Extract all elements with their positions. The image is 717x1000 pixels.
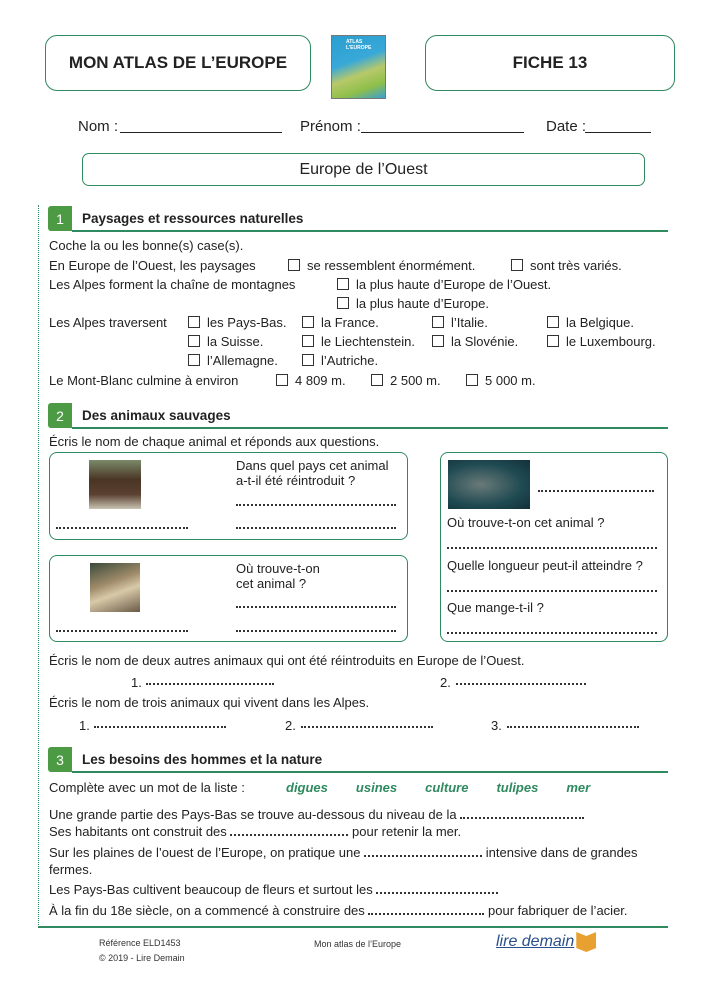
option[interactable] (288, 258, 475, 273)
option-label: l’Autriche. (321, 353, 379, 368)
answer-line[interactable] (236, 519, 396, 529)
option[interactable] (432, 315, 488, 330)
page-title: Europe de l’Ouest (299, 160, 428, 178)
instruction: Complète avec un mot de la liste : (49, 780, 245, 795)
checkbox[interactable] (337, 297, 349, 309)
answer-line[interactable] (301, 718, 433, 728)
option-label: 4 809 m. (295, 373, 346, 388)
checkbox[interactable] (337, 278, 349, 290)
prenom-field[interactable] (361, 118, 524, 133)
sentence-text: pour retenir la mer. (352, 824, 462, 839)
nom-label: Nom : (78, 118, 119, 135)
checkbox[interactable] (302, 316, 314, 328)
atlas-title: MON ATLAS DE L’EUROPE (68, 53, 288, 72)
option-label: la plus haute d’Europe de l’Ouest. (356, 277, 552, 292)
checkbox[interactable] (288, 259, 300, 271)
sentence (49, 845, 638, 860)
word: digues (286, 780, 328, 795)
question-text: Écris le nom de trois animaux qui vivent dans les Alpes. (49, 695, 370, 710)
checkbox[interactable] (188, 354, 200, 366)
option-label: la plus haute d’Europe. (356, 296, 489, 311)
date-field[interactable] (585, 118, 651, 133)
word: culture (425, 780, 469, 795)
option-label: les Pays-Bas. (207, 315, 287, 330)
sentence (49, 903, 628, 918)
sentence-text: Sur les plaines de l’ouest de l’Europe, on pratique une (49, 845, 361, 860)
sentence-text: fermes. (49, 862, 93, 877)
word-list (286, 780, 618, 795)
option-label: 2 500 m. (390, 373, 441, 388)
option-label: la Belgique. (566, 315, 634, 330)
sentence (49, 824, 461, 839)
instruction: Coche la ou les bonne(s) case(s). (49, 238, 244, 253)
checkbox[interactable] (432, 335, 444, 347)
option-label: la France. (321, 315, 379, 330)
basking-shark-image (448, 460, 530, 509)
checkbox[interactable] (547, 316, 559, 328)
option[interactable] (337, 277, 551, 292)
checkbox[interactable] (466, 374, 478, 386)
checkbox[interactable] (432, 316, 444, 328)
prenom-label: Prénom : (300, 118, 361, 135)
word: tulipes (496, 780, 539, 795)
answer-line[interactable] (447, 539, 657, 549)
atlas-cover-image (331, 35, 386, 99)
answer-number: 2. (285, 718, 296, 733)
checkbox[interactable] (276, 374, 288, 386)
blank[interactable] (368, 905, 484, 915)
sentence-text: À la fin du 18e siècle, on a commencé à construire des (49, 903, 365, 918)
cover-text: ATLAS L’EUROPE (346, 39, 372, 51)
date-label: Date : (546, 118, 587, 135)
option-label: l’Allemagne. (207, 353, 278, 368)
section-divider (72, 230, 668, 232)
option-label: la Suisse. (207, 334, 264, 349)
blank[interactable] (364, 847, 482, 857)
option-label: 5 000 m. (485, 373, 536, 388)
checkbox[interactable] (302, 335, 314, 347)
option[interactable] (466, 373, 536, 388)
question-text: Les Alpes traversent (49, 315, 167, 330)
word: mer (566, 780, 591, 795)
page-title-box (82, 153, 645, 186)
question-text: Écris le nom de deux autres animaux qui ont été réintroduits en Europe de l’Ouest. (49, 653, 525, 668)
option[interactable] (337, 296, 489, 311)
answer-number: 3. (491, 718, 502, 733)
section-title: Des animaux sauvages (82, 408, 231, 423)
section-number: 3 (48, 747, 72, 772)
answer-line[interactable] (236, 598, 396, 608)
sentence (49, 882, 498, 897)
sentence-text: intensive dans de grandes (485, 845, 638, 860)
question-text: Quelle longueur peut-il atteindre ? (447, 558, 643, 573)
blank[interactable] (230, 826, 348, 836)
answer-line[interactable] (447, 624, 657, 634)
checkbox[interactable] (511, 259, 523, 271)
blank[interactable] (460, 809, 584, 819)
section-divider (72, 771, 668, 773)
option[interactable] (276, 373, 346, 388)
sheet-number: FICHE 13 (512, 53, 588, 72)
option[interactable] (302, 353, 378, 368)
option-label: la Slovénie. (451, 334, 519, 349)
option[interactable] (432, 334, 518, 349)
section-number: 1 (48, 206, 72, 231)
sentence-text: Une grande partie des Pays-Bas se trouve au-dessous du niveau de la (49, 807, 457, 822)
option-label: l’Italie. (451, 315, 488, 330)
question-text: cet animal ? (236, 576, 307, 591)
answer-line[interactable] (456, 675, 586, 685)
answer-line[interactable] (146, 675, 274, 685)
reference: Référence ELD1453 (99, 938, 181, 948)
checkbox[interactable] (188, 316, 200, 328)
bison-image (89, 460, 141, 509)
sentence-text: Les Pays-Bas cultivent beaucoup de fleurs et surtout les (49, 882, 373, 897)
option[interactable] (302, 315, 379, 330)
checkbox[interactable] (371, 374, 383, 386)
blank[interactable] (376, 884, 498, 894)
sentence (49, 807, 584, 822)
animal-name-line[interactable] (538, 482, 654, 492)
question-text: Les Alpes forment la chaîne de montagnes (49, 277, 296, 292)
atlas-title-box (45, 35, 311, 91)
option[interactable] (188, 315, 286, 330)
option-label: sont très variés. (530, 258, 622, 273)
question-text: Le Mont-Blanc culmine à environ (49, 373, 239, 388)
question-text: Dans quel pays cet animal (236, 458, 389, 473)
checkbox[interactable] (547, 335, 559, 347)
answer-line[interactable] (94, 718, 226, 728)
option-label: le Luxembourg. (566, 334, 656, 349)
logo-text: lire demain (496, 933, 575, 950)
answer-number: 2. (440, 675, 451, 690)
option[interactable] (188, 353, 278, 368)
section-title: Les besoins des hommes et la nature (82, 752, 323, 767)
checkbox[interactable] (188, 335, 200, 347)
option-label: se ressemblent énormément. (307, 258, 476, 273)
question-text: En Europe de l’Ouest, les paysages (49, 258, 256, 273)
answer-number: 1. (79, 718, 90, 733)
copyright: © 2019 - Lire Demain (99, 953, 185, 963)
answer-line[interactable] (447, 582, 657, 592)
sheet-number-box (425, 35, 675, 91)
section-divider (72, 427, 668, 429)
footer-divider (38, 926, 668, 928)
section-number: 2 (48, 403, 72, 428)
question-text: Où trouve-t-on (236, 561, 320, 576)
option[interactable] (511, 258, 622, 273)
answer-line[interactable] (236, 496, 396, 506)
option[interactable] (371, 373, 441, 388)
question-text: Où trouve-t-on cet animal ? (447, 515, 605, 530)
answer-line[interactable] (236, 622, 396, 632)
question-text: a-t-il été réintroduit ? (236, 473, 356, 488)
margin-line (38, 205, 39, 927)
option[interactable] (547, 334, 656, 349)
book-title: Mon atlas de l’Europe (314, 939, 402, 949)
book-icon (576, 932, 596, 952)
option[interactable] (547, 315, 634, 330)
option-label: le Liechtenstein. (321, 334, 415, 349)
sentence-text: pour fabriquer de l’acier. (488, 903, 628, 918)
word: usines (355, 780, 398, 795)
animal-name-line[interactable] (56, 519, 188, 529)
instruction: Écris le nom de chaque animal et réponds aux questions. (49, 434, 380, 449)
answer-line[interactable] (507, 718, 639, 728)
animal-name-line[interactable] (56, 622, 188, 632)
sentence-text: Ses habitants ont construit des (49, 824, 227, 839)
lynx-image (90, 563, 140, 612)
question-text: Que mange-t-il ? (447, 600, 544, 615)
checkbox[interactable] (302, 354, 314, 366)
option[interactable] (188, 334, 263, 349)
lire-demain-logo (496, 932, 596, 952)
option[interactable] (302, 334, 415, 349)
section-title: Paysages et ressources naturelles (82, 211, 304, 226)
nom-field[interactable] (120, 118, 282, 133)
answer-number: 1. (131, 675, 142, 690)
